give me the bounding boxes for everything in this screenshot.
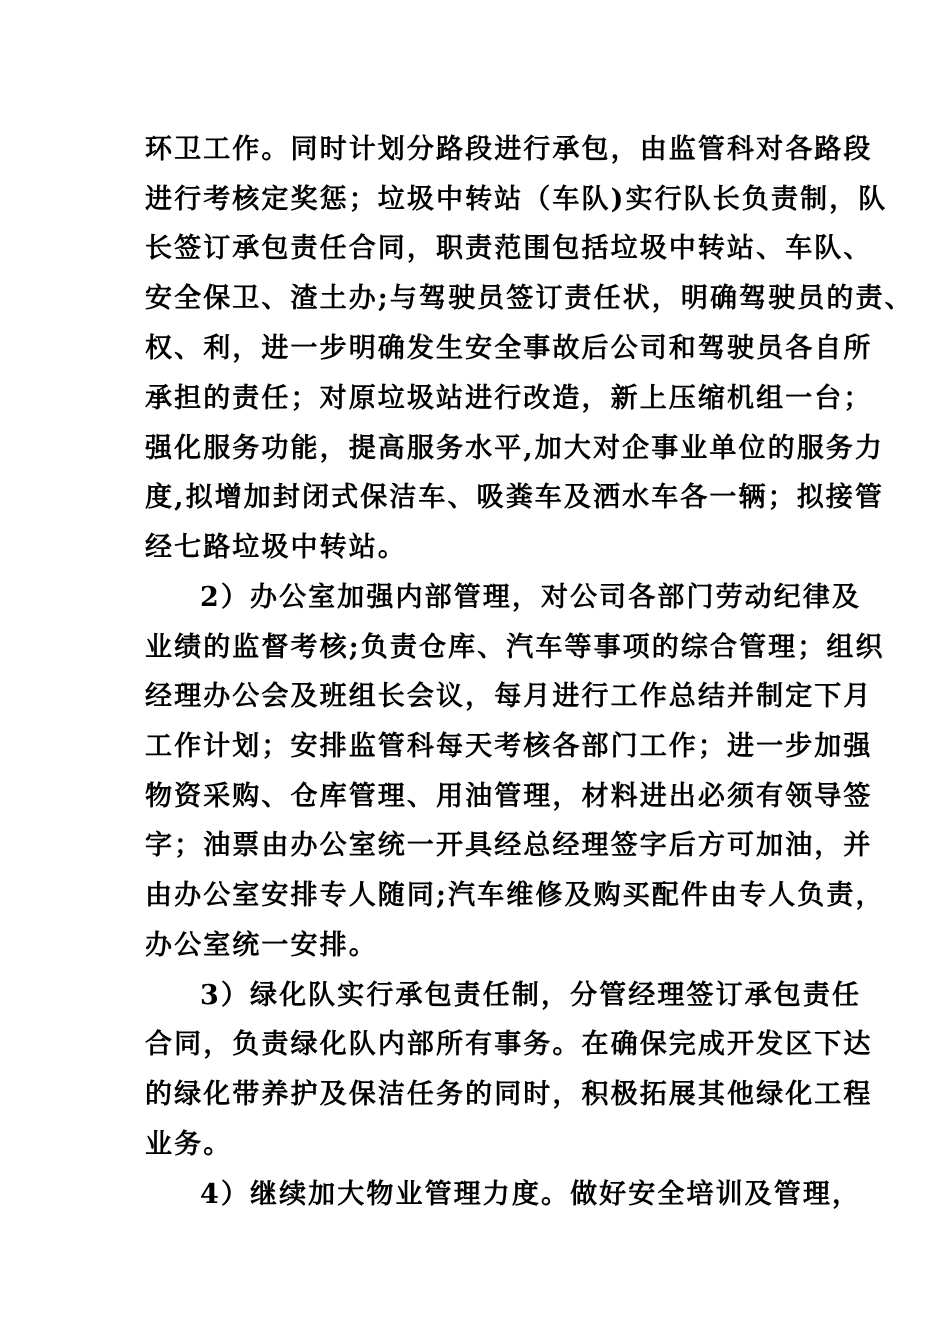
- paragraph-3-first-line: 3）绿化队实行承包责任制，分管经理签订承包责任: [200, 980, 862, 1011]
- text-line: 的绿化带养护及保洁任务的同时，积极拓展其他绿化工程: [145, 1079, 873, 1110]
- text-line: 度,拟增加封闭式保洁车、吸粪车及洒水车各一辆；拟接管: [145, 482, 884, 513]
- text-line: 承担的责任；对原垃圾站进行改造，新上压缩机组一台；: [145, 383, 873, 414]
- paragraph-2-first-line: 2）办公室加强内部管理，对公司各部门劳动纪律及: [200, 582, 862, 613]
- text-line: 由办公室安排专人随同;汽车维修及购买配件由专人负责，: [145, 880, 885, 911]
- paragraph-4-first-line: 4）继续加大物业管理力度。做好安全培训及管理，: [200, 1179, 862, 1210]
- text-line: 经理办公会及班组长会议，每月进行工作总结并制定下月: [145, 681, 873, 712]
- text-line: 进行考核定奖惩；垃圾中转站（车队)实行队长负责制，队: [145, 184, 888, 215]
- text-line: 字；油票由办公室统一开具经总经理签字后方可加油，并: [145, 830, 873, 861]
- text-line: 业绩的监督考核;负责仓库、汽车等事项的综合管理；组织: [145, 632, 885, 663]
- text-line: 安全保卫、渣土办;与驾驶员签订责任状，明确驾驶员的责、: [145, 283, 914, 314]
- text-line: 合同，负责绿化队内部所有事务。在确保完成开发区下达: [145, 1029, 873, 1060]
- text-line: 权、利，进一步明确发生安全事故后公司和驾驶员各自所: [145, 333, 873, 364]
- text-line: 业务。: [145, 1129, 233, 1160]
- text-line: 经七路垃圾中转站。: [145, 532, 407, 563]
- text-line: 强化服务功能，提高服务水平,加大对企事业单位的服务力: [145, 433, 884, 464]
- text-line: 工作计划；安排监管科每天考核各部门工作；进一步加强: [145, 731, 873, 762]
- text-line: 环卫工作。同时计划分路段进行承包，由监管科对各路段: [145, 134, 873, 165]
- text-line: 办公室统一安排。: [145, 930, 378, 961]
- text-line: 长签订承包责任合同，职责范围包括垃圾中转站、车队、: [145, 233, 873, 264]
- text-line: 物资采购、仓库管理、用油管理，材料进出必须有领导签: [145, 781, 873, 812]
